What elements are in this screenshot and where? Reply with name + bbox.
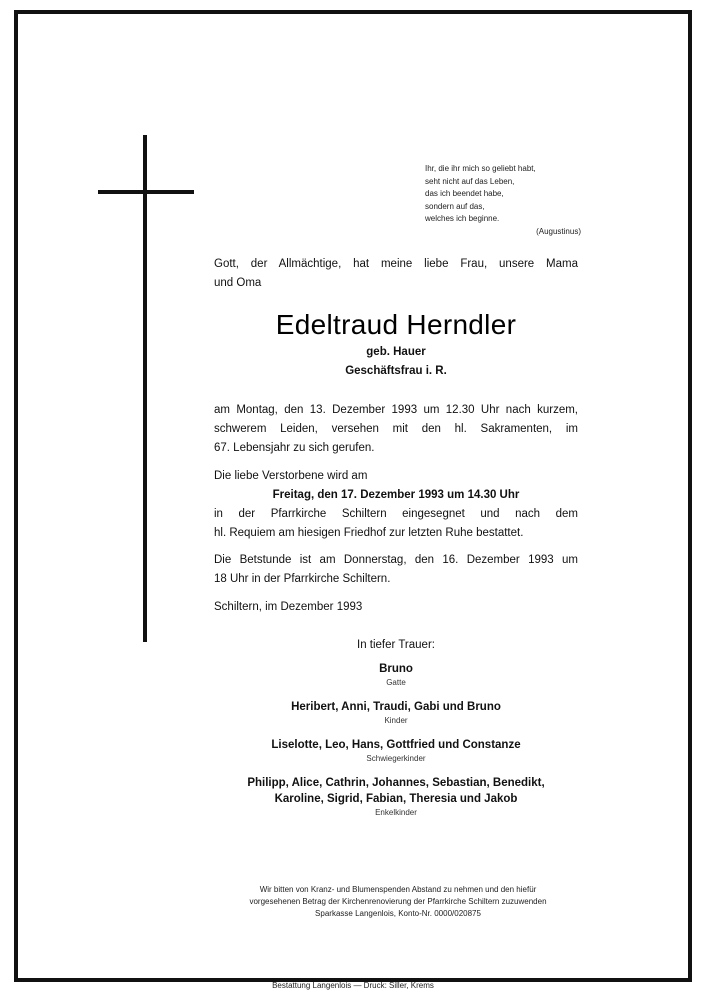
mourner-group	[214, 661, 578, 689]
quote-line: welches ich beginne.	[425, 214, 500, 223]
mourner-names: Heribert, Anni, Traudi, Gabi und Bruno	[291, 701, 501, 713]
cross-icon	[143, 135, 147, 642]
mourning-heading: In tiefer Trauer:	[357, 639, 435, 651]
quote-line: seht nicht auf das Leben,	[425, 176, 515, 186]
deceased-name: Edeltraud Herndler	[275, 309, 517, 340]
funeral-notice	[214, 467, 578, 543]
funeral-date: Freitag, den 17. Dezember 1993 um 14.30 Uhr	[272, 489, 520, 501]
augustinus-quote	[425, 163, 595, 238]
intro-paragraph	[214, 255, 578, 293]
deceased-details	[214, 343, 578, 381]
intro-line: und Oma	[214, 277, 262, 289]
mourner-names: Liselotte, Leo, Hans, Gottfried und Constanze	[271, 739, 521, 751]
place-date: Schiltern, im Dezember 1993	[214, 601, 363, 613]
donation-note	[200, 884, 596, 920]
prayer-line: Die Betstunde ist am Donnerstag, den 16. Dezember 1993 um	[214, 554, 578, 566]
mourner-relation: Gatte	[386, 678, 406, 687]
quote-line: das ich beendet habe,	[425, 189, 504, 198]
prayer-notice	[214, 551, 578, 589]
death-notice-line: schwerem Leiden, versehen mit den hl. Sakramenten, im	[214, 423, 578, 435]
donation-line: Wir bitten von Kranz- und Blumenspenden Abstand zu nehmen und den hiefür	[259, 885, 537, 894]
birth-name: geb. Hauer	[366, 346, 426, 358]
mourner-names: Bruno	[379, 663, 413, 675]
mourner-relation: Schwiegerkinder	[366, 754, 426, 763]
donation-line: vorgesehenen Betrag der Kirchenrenovierung der Pfarrkirche Schiltern zuzuwenden	[249, 897, 547, 906]
mourner-group	[214, 699, 578, 727]
quote-source: (Augustinus)	[536, 226, 581, 236]
quote-line: Ihr, die ihr mich so geliebt habt,	[425, 164, 536, 173]
printer-imprint: Bestattung Langenlois — Druck: Siller, Krems	[272, 981, 434, 990]
mourner-group	[214, 737, 578, 765]
funeral-line: Die liebe Verstorbene wird am	[214, 470, 368, 482]
death-notice-line: 67. Lebensjahr zu sich gerufen.	[214, 442, 375, 454]
death-notice	[214, 401, 578, 458]
cross-icon-bar	[98, 190, 194, 194]
quote-line: sondern auf das,	[425, 201, 485, 211]
donation-line: Sparkasse Langenlois, Konto-Nr. 0000/020875	[315, 909, 481, 918]
mourner-relation: Enkelkinder	[375, 808, 417, 817]
mourner-names: Karoline, Sigrid, Fabian, Theresia und Jakob	[274, 793, 518, 805]
mourner-relation: Kinder	[384, 716, 408, 725]
funeral-line: hl. Requiem am hiesigen Friedhof zur letzten Ruhe bestattet.	[214, 527, 524, 539]
funeral-line: in der Pfarrkirche Schiltern eingesegnet und nach dem	[214, 508, 578, 520]
death-notice-line: am Montag, den 13. Dezember 1993 um 12.30 Uhr nach kurzem,	[214, 404, 578, 416]
mourner-names: Philipp, Alice, Cathrin, Johannes, Sebastian, Benedikt,	[247, 777, 545, 789]
mourner-group	[214, 775, 578, 819]
occupation: Geschäftsfrau i. R.	[345, 365, 447, 377]
intro-line: Gott, der Allmächtige, hat meine liebe Frau, unsere Mama	[214, 258, 578, 270]
prayer-line: 18 Uhr in der Pfarrkirche Schiltern.	[214, 573, 391, 585]
